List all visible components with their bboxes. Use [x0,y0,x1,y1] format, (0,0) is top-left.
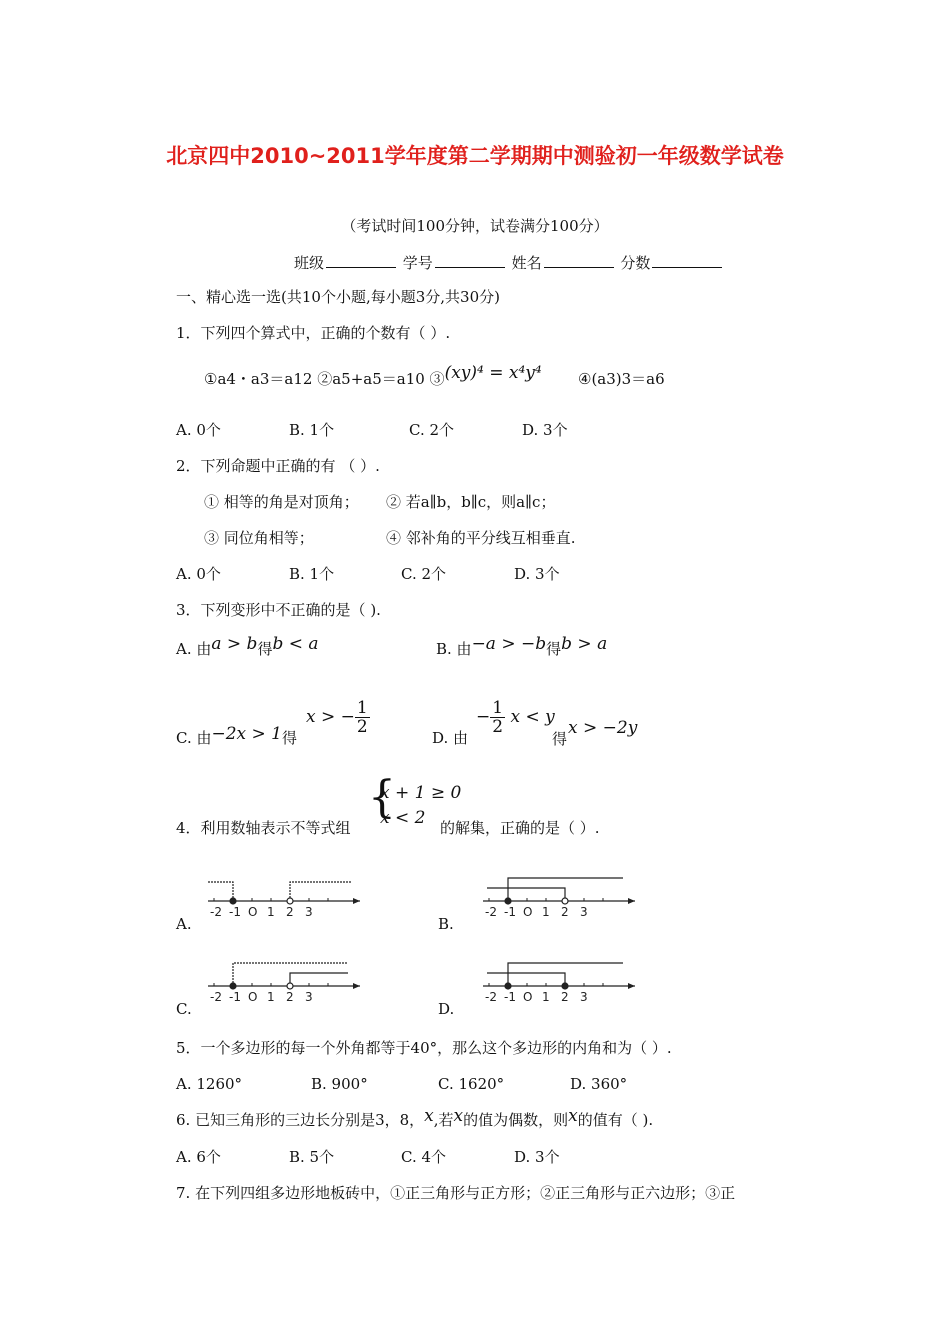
tick-label: -1 [229,990,241,1004]
region-x-le [487,973,565,986]
region-right [290,882,352,901]
q3-c-num: 1 [356,698,368,718]
q5-stem: 5．一个多边形的每一个外角都等于40°，那么这个多边形的内角和为（ ）. [176,1039,672,1057]
q6-option-b[interactable]: B. 5个 [289,1148,335,1166]
q6-stem-c: 的值为偶数，则 [463,1111,569,1129]
q3-c-prefix: C. 由 [176,729,212,747]
q6-var-1: x [424,1106,434,1126]
tick-label: O [523,990,533,1004]
open-dot [562,898,568,904]
field-score-label: 分数 [620,254,651,272]
q3-option-b[interactable] [436,634,608,659]
q6-stem-b: ,若 [433,1111,454,1129]
open-dot [287,983,293,989]
q1-expr: (xy)⁴ = x⁴y⁴ [444,363,542,383]
q3-d-num: 1 [492,698,504,718]
tick-label: -1 [504,990,516,1004]
q1-items [204,363,542,389]
q6-stem-a: 6. 已知三角形的三边长分别是3，8， [176,1111,425,1129]
tick-label: 1 [542,905,550,919]
student-fields [294,251,724,273]
tick-label: 3 [580,905,588,919]
q3-c-fraction [355,699,370,736]
tick-label: -1 [504,905,516,919]
tick-label: 2 [561,990,569,1004]
axis-arrow [628,983,635,989]
tick-label: -1 [229,905,241,919]
q3-d-den: 2 [492,717,504,737]
q3-a-expr2: b < a [272,634,319,654]
q4-option-b-label[interactable]: B. [438,915,454,933]
q4-numberline-b[interactable] [475,870,645,922]
q2-option-b[interactable]: B. 1个 [289,565,335,583]
q2-prop3: ③ 同位角相等； [204,529,314,547]
closed-dot [230,898,236,904]
q6-stem-d: 的值有（ ). [577,1111,654,1129]
q4-numberline-c[interactable] [200,955,370,1007]
q3-d-prefix[interactable]: D. 由 [432,729,469,747]
q3-d-expr1: x < y [510,707,555,727]
q3-stem: 3．下列变形中不正确的是（ ). [176,601,381,619]
q6-var-3: x [568,1106,578,1126]
q2-option-c[interactable]: C. 2个 [401,565,447,583]
q3-d-expr2: x > −2y [568,718,638,738]
q4-brace: { [368,772,396,823]
axis-arrow [353,983,360,989]
region-x-gt [290,973,348,986]
closed-dot [505,983,511,989]
q4-option-c-label[interactable]: C. [176,1000,192,1018]
q6-option-c[interactable]: C. 4个 [401,1148,447,1166]
closed-dot [505,898,511,904]
q3-c-expr1: −2x > 1 [211,724,282,744]
field-name-label: 姓名 [511,254,542,272]
q6-option-a[interactable]: A. 6个 [176,1148,221,1166]
tick-label: -2 [210,905,222,919]
axis-arrow [628,898,635,904]
field-class-blank[interactable] [326,251,396,268]
q2-prop1: ① 相等的角是对顶角； [204,493,359,511]
q1-option-d[interactable]: D. 3个 [522,421,568,439]
field-class-label: 班级 [294,254,325,272]
q6-var-2: x [453,1106,464,1126]
tick-label: 1 [267,905,275,919]
tick-label: 3 [305,990,313,1004]
tick-label: 2 [286,990,294,1004]
tick-label: 3 [580,990,588,1004]
q3-b-prefix: B. 由 [436,640,472,658]
tick-label: 1 [267,990,275,1004]
q7-stem: 7. 在下列四组多边形地板砖中，①正三角形与正方形；②正三角形与正六边形；③正 [176,1184,736,1202]
q5-option-d[interactable]: D. 360° [570,1075,628,1093]
q3-c-den: 2 [356,717,368,737]
region-left [208,882,233,901]
q2-option-d[interactable]: D. 3个 [514,565,560,583]
closed-dot [562,983,568,989]
tick-label: O [248,905,258,919]
q3-d-fraction [490,699,505,736]
open-dot [287,898,293,904]
q2-prop4: ④ 邻补角的平分线互相垂直. [386,529,576,547]
exam-info: （考试时间100分钟，试卷满分100分） [341,217,609,235]
tick-label: 3 [305,905,313,919]
q4-stem-suffix: 的解集，正确的是（ ）. [440,819,600,837]
q4-numberline-d[interactable] [475,955,645,1007]
q5-option-a[interactable]: A. 1260° [176,1075,243,1093]
q3-b-expr2: b > a [561,634,608,654]
tick-label: -2 [210,990,222,1004]
q3-c-expr2: x > − [306,707,355,727]
q4-option-a-label[interactable]: A. [176,915,192,933]
tick-label: -2 [485,990,497,1004]
tick-label: -2 [485,905,497,919]
tick-label: 1 [542,990,550,1004]
q3-b-expr1: −a > −b [471,634,547,654]
q3-b-de: 得 [546,640,562,658]
q2-prop2: ② 若a∥b，b∥c，则a∥c； [386,493,556,511]
q1-option-b[interactable]: B. 1个 [289,421,335,439]
q5-option-b[interactable]: B. 900° [311,1075,368,1093]
q4-ineq2: x < 2 [380,808,426,828]
q1-stem: 1．下列四个算式中，正确的个数有（ ）. [176,324,451,342]
q3-d-minus: − [476,707,491,727]
field-id-label: 学号 [402,254,433,272]
field-name-blank[interactable] [544,251,614,268]
field-id-blank[interactable] [435,251,505,268]
closed-dot [230,983,236,989]
q2-option-a[interactable]: A. 0个 [176,565,221,583]
q1-item4: ④(a3)3＝a6 [578,370,665,388]
q1-option-c[interactable]: C. 2个 [409,421,455,439]
field-score-blank[interactable] [652,251,722,268]
q3-c-result [306,697,370,737]
q3-option-d[interactable] [476,697,555,737]
tick-label: O [248,990,258,1004]
q6-option-d[interactable]: D. 3个 [514,1148,560,1166]
q2-stem: 2．下列命题中正确的有 （ ）. [176,457,380,475]
q4-numberline-a[interactable] [200,870,370,922]
q1-items-text: ①a4・a3＝a12 ②a5+a5＝a10 ③ [204,370,445,388]
q4-option-d-label[interactable]: D. [438,1000,455,1018]
q4-ineq1: x + 1 ≥ 0 [380,783,462,803]
q3-a-prefix: A. 由 [176,640,212,658]
q3-a-expr1: a > b [211,634,258,654]
exam-title: 北京四中2010~2011学年度第二学期期中测验初一年级数学试卷 [166,144,784,168]
q3-d-de: 得 [552,730,568,748]
q5-option-c[interactable]: C. 1620° [438,1075,505,1093]
q3-option-c[interactable] [176,724,298,748]
region-x-lt [487,888,565,901]
axis-arrow [353,898,360,904]
q4-stem-prefix: 4．利用数轴表示不等式组 [176,819,351,837]
q3-a-de: 得 [257,640,273,658]
q1-option-a[interactable]: A. 0个 [176,421,221,439]
section-heading: 一、精心选一选(共10个小题,每小题3分,共30分) [176,288,500,306]
q3-option-a[interactable] [176,634,319,659]
tick-label: 2 [561,905,569,919]
q3-c-de: 得 [282,729,298,747]
tick-label: 2 [286,905,294,919]
tick-label: O [523,905,533,919]
q6-stem [176,1106,654,1130]
